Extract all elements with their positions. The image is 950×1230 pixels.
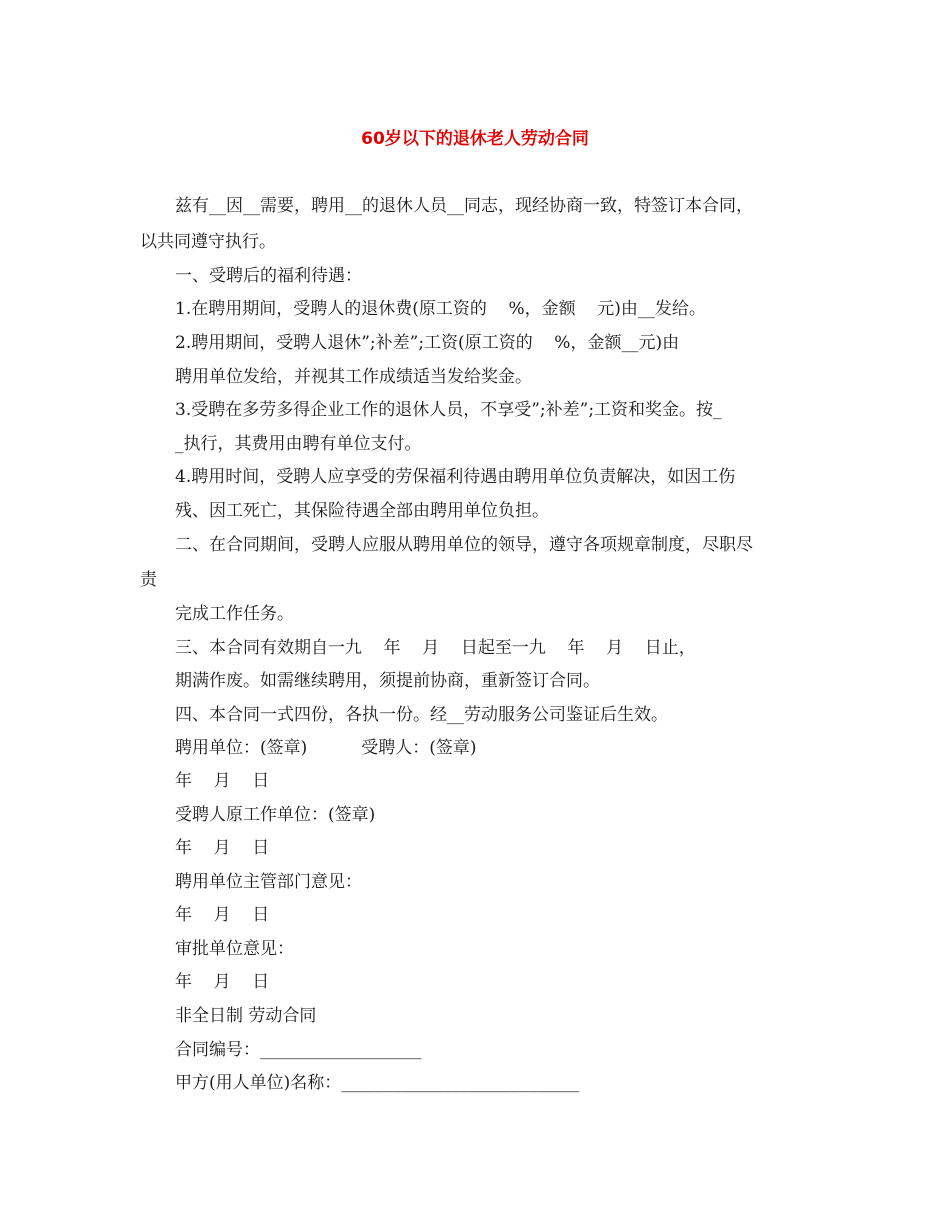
- document-title: 60岁以下的退休老人劳动合同: [361, 129, 589, 149]
- signature-line: 聘用单位主管部门意见：: [175, 872, 362, 892]
- paragraph-line: _执行，其费用由聘有单位支付。: [175, 434, 422, 454]
- signature-line: 聘用单位：(签章) 受聘人：(签章): [175, 738, 477, 758]
- paragraph-line: 完成工作任务。: [175, 604, 294, 624]
- paragraph-line: 期满作废。如需继续聘用，须提前协商，重新签订合同。: [175, 671, 600, 691]
- paragraph-line: 以共同遵守执行。: [140, 232, 276, 252]
- paragraph-line: 2.聘用期间，受聘人退休”;补差”;工资(原工资的 %，金额__元)由: [175, 333, 680, 353]
- section-heading: 一、受聘后的福利待遇：: [175, 266, 362, 286]
- section-heading: 三、本合同有效期自一九 年 月 日起至一九 年 月 日止，: [175, 638, 696, 658]
- section-heading: 四、本合同一式四份，各执一份。经__劳动服务公司鉴证后生效。: [175, 705, 668, 725]
- signature-line: 受聘人原工作单位：(签章): [175, 805, 376, 825]
- date-line: 年 月 日: [175, 838, 270, 858]
- date-line: 年 月 日: [175, 905, 270, 925]
- paragraph-line: 聘用单位发给，并视其工作成绩适当发给奖金。: [175, 367, 532, 387]
- section-heading: 二、在合同期间，受聘人应服从聘用单位的领导，遵守各项规章制度，尽职尽: [175, 535, 753, 555]
- party-a-name-field: 甲方(用人单位)名称：____________________________: [175, 1073, 580, 1093]
- subheading: 非全日制 劳动合同: [175, 1006, 317, 1026]
- paragraph-line: 兹有__因__需要，聘用__的退休人员__同志，现经协商一致，特签订本合同，: [175, 196, 753, 216]
- paragraph-line: 1.在聘用期间，受聘人的退休费(原工资的 %，金额 元)由__发给。: [175, 299, 706, 319]
- date-line: 年 月 日: [175, 771, 270, 791]
- paragraph-line: 责: [140, 570, 157, 590]
- paragraph-line: 4.聘用时间，受聘人应享受的劳保福利待遇由聘用单位负责解决，如因工伤: [175, 467, 736, 487]
- date-line: 年 月 日: [175, 972, 270, 992]
- paragraph-line: 残、因工死亡，其保险待遇全部由聘用单位负担。: [175, 501, 549, 521]
- paragraph-line: 3.受聘在多劳多得企业工作的退休人员，不享受”;补差”;工资和奖金。按_: [175, 400, 722, 420]
- signature-line: 审批单位意见：: [175, 939, 294, 959]
- contract-number-field: 合同编号：___________________: [175, 1040, 422, 1060]
